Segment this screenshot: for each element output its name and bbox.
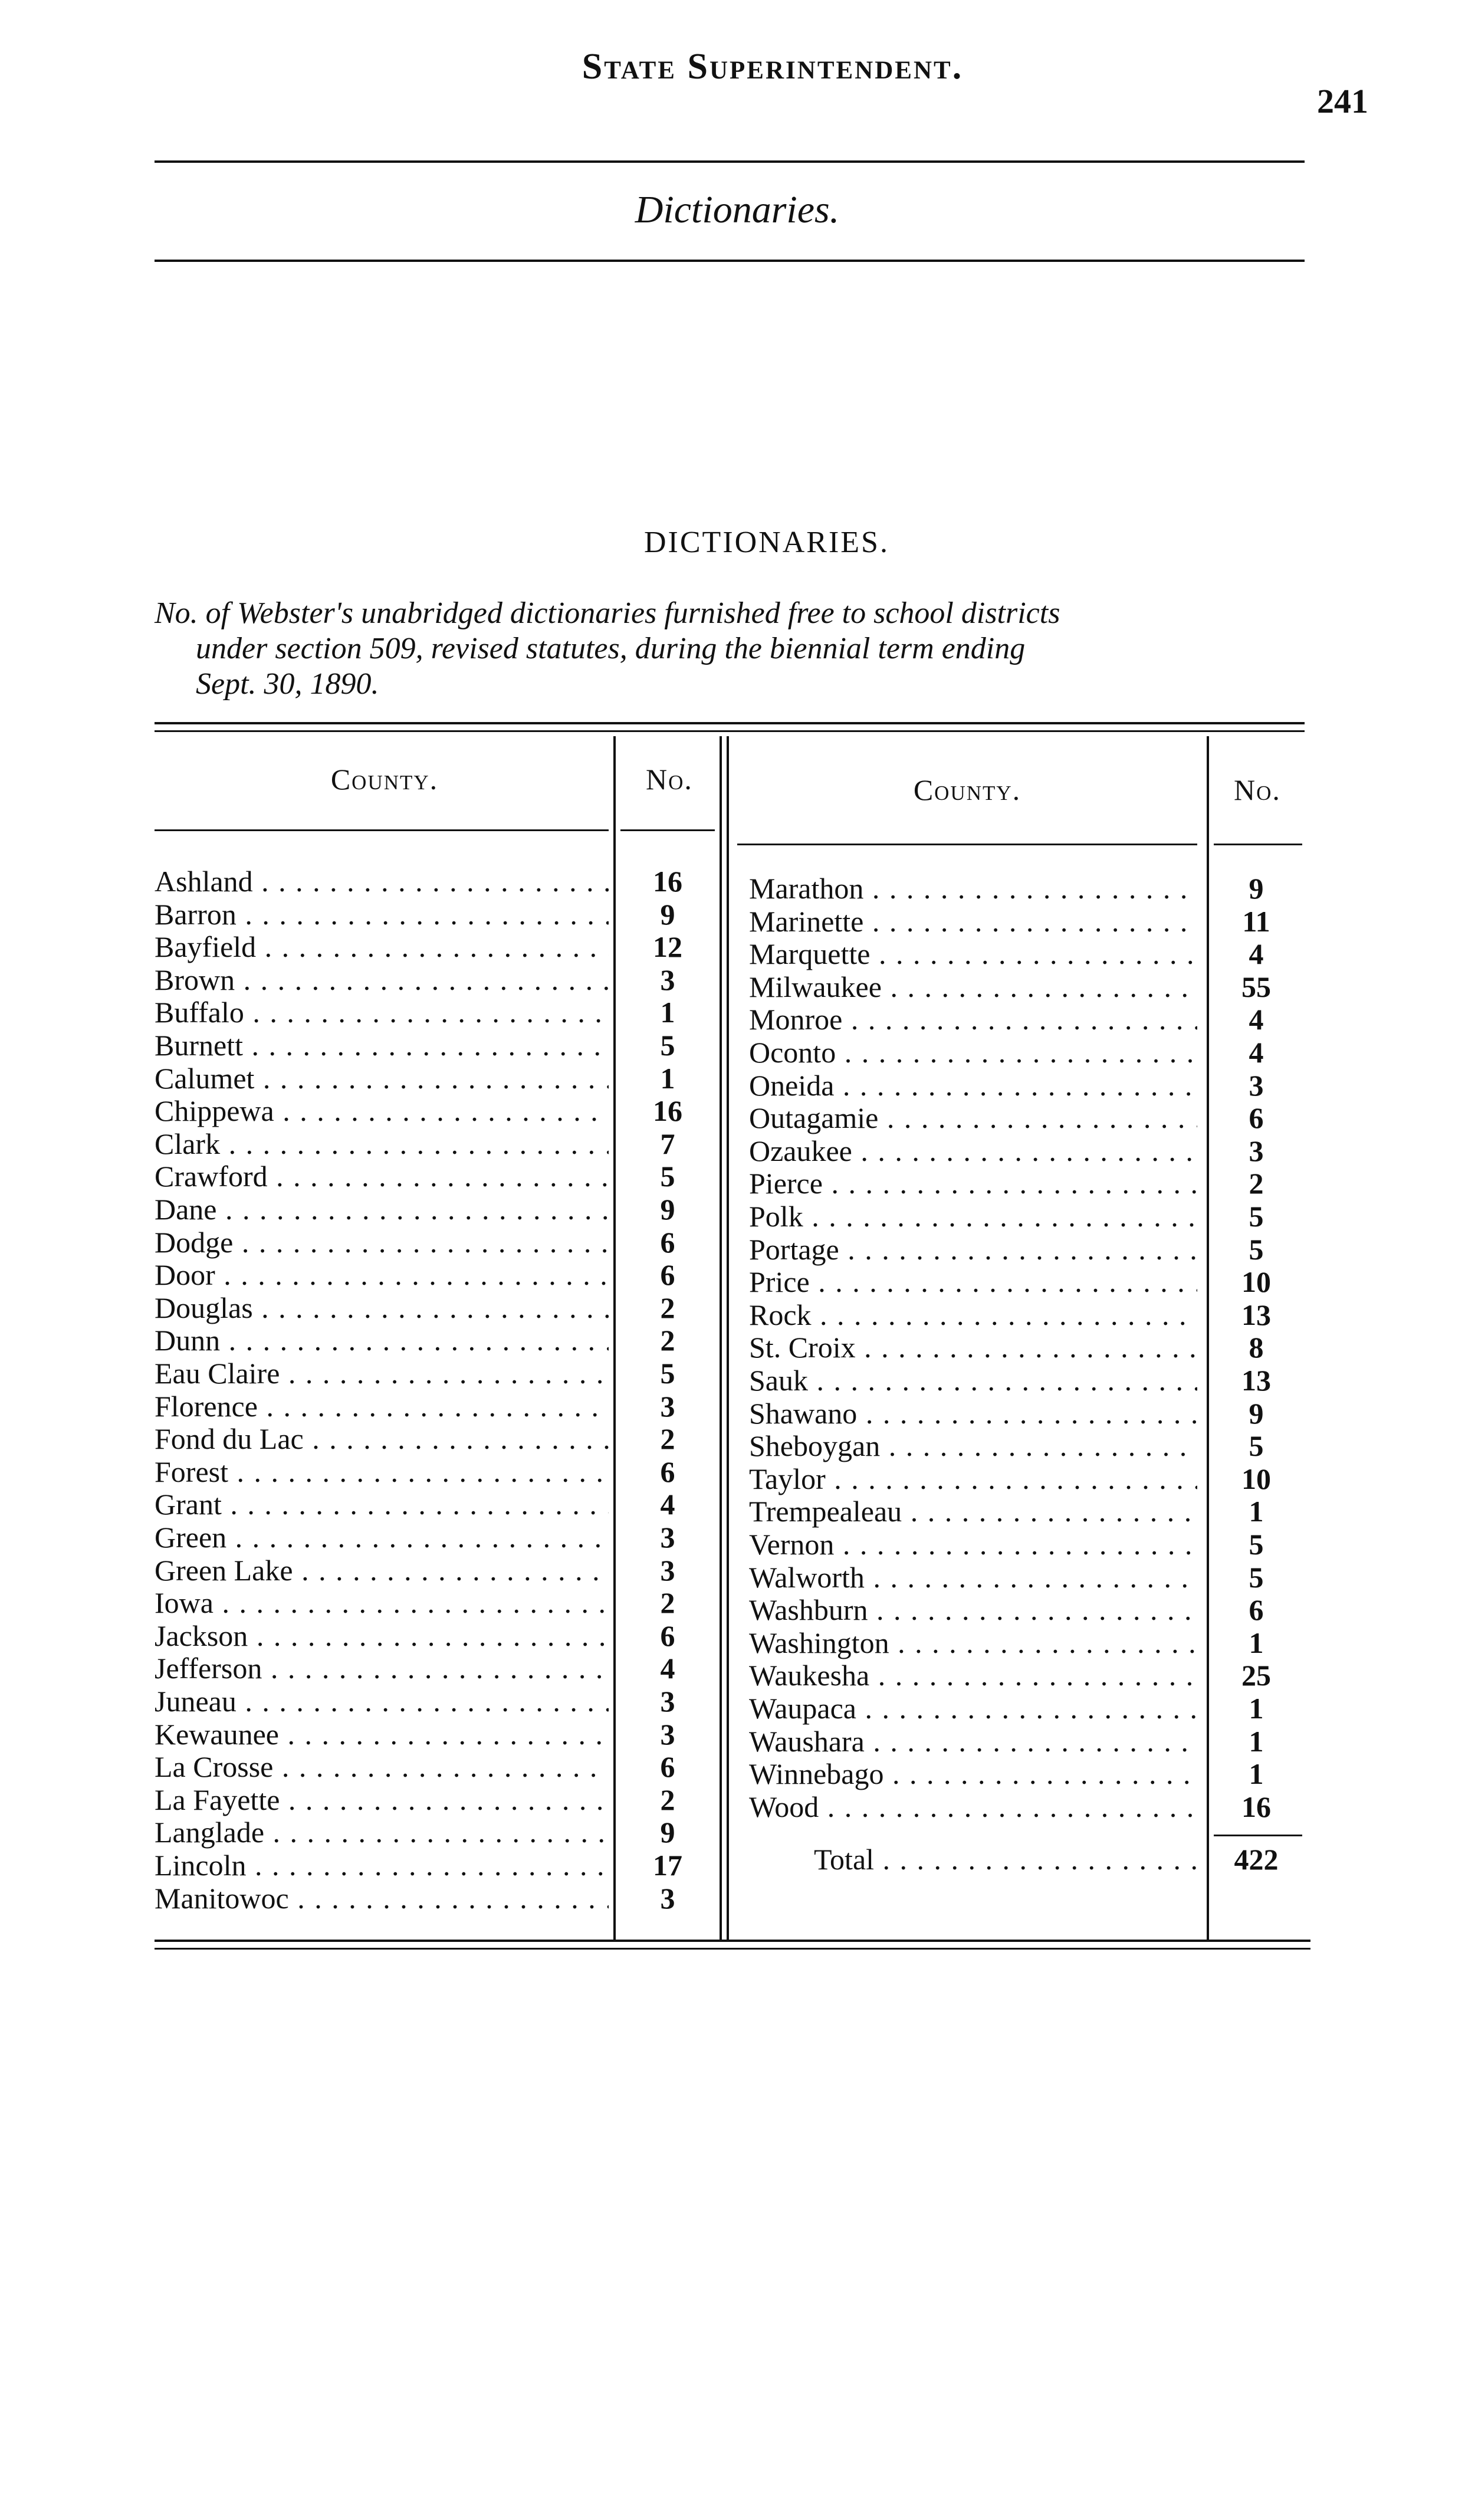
dictionary-count: 5: [1249, 1429, 1264, 1463]
county-name: Clark . . .: [155, 1127, 609, 1160]
left-row: [155, 1258, 721, 1291]
dictionary-count: 3: [660, 1521, 675, 1554]
county-name: Burnett . . .: [155, 1029, 609, 1062]
right-row: [749, 1036, 1303, 1069]
right-row: [749, 1200, 1303, 1233]
county-name: Waukesha . . .: [749, 1659, 1197, 1692]
right-row: [749, 1593, 1303, 1626]
dictionary-count: 3: [660, 1717, 675, 1751]
dictionary-count: 4: [1249, 1003, 1264, 1036]
dictionary-count: 2: [660, 1586, 675, 1620]
dictionary-count: 6: [660, 1258, 675, 1292]
left-row: [155, 1324, 721, 1357]
header-rule-bottom: [155, 260, 1305, 262]
dictionary-count: 16: [653, 865, 682, 898]
right-row: [749, 1659, 1303, 1692]
county-name: Ozaukee . . .: [749, 1134, 1197, 1167]
table-rule-bottom-2: [155, 1948, 1310, 1950]
right-row: [749, 1397, 1303, 1430]
right-row: [749, 1790, 1303, 1823]
table-rule-top-1: [155, 722, 1305, 724]
county-name: Jefferson . . .: [155, 1652, 609, 1685]
left-row: [155, 1652, 721, 1685]
total-row: [749, 1843, 1303, 1876]
dictionary-count: 2: [660, 1291, 675, 1324]
county-name: Waushara . . .: [749, 1725, 1197, 1758]
county-name: Marinette . . .: [749, 905, 1197, 938]
dictionary-count: 6: [660, 1750, 675, 1784]
right-row: [749, 1069, 1303, 1102]
county-name: Fond du Lac . . .: [155, 1422, 609, 1455]
left-row: [155, 1029, 721, 1062]
left-row: [155, 1554, 721, 1587]
dictionary-count: 3: [660, 963, 675, 996]
right-row: [749, 1134, 1303, 1167]
county-name: Trempealeau . . .: [749, 1495, 1197, 1528]
right-row: [749, 1725, 1303, 1758]
left-row: [155, 1521, 721, 1554]
dictionary-count: 6: [660, 1619, 675, 1652]
county-name: Jackson . . .: [155, 1619, 609, 1652]
right-row: [749, 872, 1303, 905]
county-name: Buffalo . . .: [155, 996, 609, 1029]
left-row: [155, 1422, 721, 1455]
county-name: Oconto . . .: [749, 1036, 1197, 1069]
dictionary-count: 1: [1249, 1495, 1264, 1528]
dictionary-count: 5: [660, 1029, 675, 1062]
county-name: Monroe . . .: [749, 1003, 1197, 1036]
dictionary-count: 2: [660, 1324, 675, 1357]
right-row: [749, 1101, 1303, 1134]
county-name: Ashland . . .: [155, 865, 609, 898]
dictionary-count: 1: [1249, 1626, 1264, 1659]
county-name: Barron . . .: [155, 898, 609, 931]
county-name: Polk . . .: [749, 1200, 1197, 1233]
column-header-no-left: No.: [646, 763, 693, 796]
dictionary-count: 1: [660, 1061, 675, 1095]
dictionary-count: 5: [1249, 1232, 1264, 1266]
dictionary-count: 3: [660, 1553, 675, 1587]
left-row: [155, 1488, 721, 1521]
county-name: Green Lake . . .: [155, 1554, 609, 1587]
caption-line-3: Sept. 30, 1890.: [196, 667, 379, 701]
county-name: Douglas . . .: [155, 1291, 609, 1324]
dictionary-count: 3: [1249, 1134, 1264, 1167]
left-row: [155, 1586, 721, 1619]
total-label: Total . . .: [814, 1843, 1197, 1876]
county-name: Sauk . . .: [749, 1364, 1197, 1397]
left-row: [155, 1160, 721, 1193]
county-name: Waupaca . . .: [749, 1692, 1197, 1725]
dictionary-count: 6: [1249, 1593, 1264, 1627]
county-name: Dunn . . .: [155, 1324, 609, 1357]
dictionary-count: 9: [1249, 872, 1264, 905]
county-name: La Fayette . . .: [155, 1783, 609, 1816]
dictionary-count: 9: [660, 897, 675, 931]
dictionary-count: 3: [660, 1389, 675, 1423]
dictionary-count: 13: [1241, 1298, 1271, 1331]
county-name: Dodge . . .: [155, 1226, 609, 1259]
left-row: [155, 1193, 721, 1226]
dictionary-count: 9: [660, 1816, 675, 1849]
right-row: [749, 1462, 1303, 1495]
county-name: La Crosse . . .: [155, 1750, 609, 1783]
county-name: Chippewa . . .: [155, 1094, 609, 1127]
county-name: Green . . .: [155, 1521, 609, 1554]
county-name: Crawford . . .: [155, 1160, 609, 1193]
total-rule: [1214, 1835, 1302, 1836]
right-row: [749, 1692, 1303, 1725]
column-header-county-left: County.: [330, 763, 439, 796]
header-rule-top: [155, 160, 1305, 163]
county-name: Door . . .: [155, 1258, 609, 1291]
dictionary-count: 11: [1242, 904, 1270, 938]
right-row: [749, 1331, 1303, 1364]
dictionary-count: 55: [1241, 970, 1271, 1003]
dictionary-count: 4: [660, 1652, 675, 1685]
county-name: Juneau . . .: [155, 1685, 609, 1718]
dictionary-count: 4: [1249, 937, 1264, 971]
dictionary-count: 6: [660, 1225, 675, 1259]
left-row: [155, 1357, 721, 1390]
section-title: Dictionaries.: [635, 188, 840, 231]
page-number: 241: [1317, 82, 1368, 120]
right-row: [749, 1364, 1303, 1397]
county-name: Lincoln . . .: [155, 1849, 609, 1882]
right-row: [749, 1233, 1303, 1266]
dictionary-count: 5: [660, 1357, 675, 1390]
right-row: [749, 1298, 1303, 1331]
dictionary-count: 9: [660, 1193, 675, 1226]
dictionary-count: 16: [653, 1094, 682, 1128]
right-row: [749, 1265, 1303, 1298]
dictionary-count: 12: [653, 930, 682, 964]
right-row: [749, 1003, 1303, 1036]
right-row: [749, 1429, 1303, 1462]
dictionary-count: 16: [1241, 1790, 1271, 1823]
left-row: [155, 1390, 721, 1423]
county-name: St. Croix . . .: [749, 1331, 1197, 1364]
county-name: Oneida . . .: [749, 1069, 1197, 1102]
dictionary-count: 1: [1249, 1692, 1264, 1725]
left-row: [155, 1783, 721, 1816]
dictionary-count: 3: [660, 1685, 675, 1718]
county-name: Rock . . .: [749, 1298, 1197, 1331]
right-row: [749, 905, 1303, 938]
county-name: Calumet . . .: [155, 1062, 609, 1095]
left-row: [155, 1750, 721, 1783]
left-row: [155, 930, 721, 963]
dictionary-count: 5: [660, 1160, 675, 1193]
county-name: Manitowoc . . .: [155, 1882, 609, 1915]
column-header-county-right: County.: [913, 773, 1021, 806]
county-name: Pierce . . .: [749, 1167, 1197, 1200]
dictionary-count: 6: [660, 1455, 675, 1488]
county-name: Marathon . . .: [749, 872, 1197, 905]
county-name: Bayfield . . .: [155, 930, 609, 963]
right-row: [749, 1561, 1303, 1594]
county-name: Kewaunee . . .: [155, 1718, 609, 1751]
dictionary-count: 5: [1249, 1200, 1264, 1233]
header-underline-no-right: [1214, 844, 1302, 845]
county-name: Walworth . . .: [749, 1561, 1197, 1594]
dictionary-count: 7: [660, 1127, 675, 1160]
county-name: Vernon . . .: [749, 1528, 1197, 1561]
county-name: Portage . . .: [749, 1233, 1197, 1266]
left-row: [155, 996, 721, 1029]
running-title: State Superintendent.: [582, 47, 964, 87]
left-row: [155, 1455, 721, 1488]
right-row: [749, 1495, 1303, 1528]
county-name: Washington . . .: [749, 1626, 1197, 1659]
county-name: Outagamie . . .: [749, 1101, 1197, 1134]
left-row: [155, 1226, 721, 1259]
county-name: Wood . . .: [749, 1790, 1197, 1823]
dictionary-count: 1: [660, 996, 675, 1029]
county-name: Iowa . . .: [155, 1586, 609, 1619]
county-name: Eau Claire . . .: [155, 1357, 609, 1390]
dictionary-count: 6: [1249, 1101, 1264, 1135]
dictionary-count: 2: [1249, 1167, 1264, 1200]
county-name: Forest . . .: [155, 1455, 609, 1488]
left-row: [155, 1619, 721, 1652]
left-row: [155, 1685, 721, 1718]
left-row: [155, 1882, 721, 1915]
left-row: [155, 1127, 721, 1160]
right-row: [749, 970, 1303, 1003]
dictionary-count: 1: [1249, 1757, 1264, 1791]
left-row: [155, 1816, 721, 1849]
county-name: Price . . .: [749, 1265, 1197, 1298]
right-row: [749, 937, 1303, 970]
dictionary-count: 4: [1249, 1036, 1264, 1069]
dictionary-count: 10: [1241, 1462, 1271, 1495]
dictionary-count: 5: [1249, 1528, 1264, 1561]
dictionary-count: 2: [660, 1422, 675, 1456]
header-underline-no-left: [620, 829, 715, 831]
dictionary-count: 3: [1249, 1068, 1264, 1102]
left-row: [155, 1062, 721, 1095]
right-row: [749, 1167, 1303, 1200]
dictionary-count: 13: [1241, 1364, 1271, 1397]
table-caption: [155, 596, 1328, 702]
county-name: Marquette . . .: [749, 937, 1197, 970]
county-name: Winnebago . . .: [749, 1757, 1197, 1790]
county-name: Brown . . .: [155, 963, 609, 996]
dictionary-count: 25: [1241, 1659, 1271, 1692]
left-row: [155, 1718, 721, 1751]
dictionary-count: 1: [1249, 1724, 1264, 1758]
column-divider-2b: [727, 736, 729, 1940]
left-row: [155, 1291, 721, 1324]
total-value: 422: [1234, 1843, 1279, 1876]
table-heading: DICTIONARIES.: [644, 526, 889, 559]
dictionary-count: 17: [653, 1849, 682, 1882]
dictionary-count: 10: [1241, 1265, 1271, 1299]
left-row: [155, 898, 721, 931]
header-underline-left: [155, 829, 609, 831]
county-name: Florence . . .: [155, 1390, 609, 1423]
county-name: Langlade . . .: [155, 1816, 609, 1849]
caption-line-2: under section 509, revised statutes, during the biennial term ending: [196, 632, 1026, 665]
dictionary-count: 2: [660, 1783, 675, 1816]
left-row: [155, 963, 721, 996]
table-rule-bottom-1: [155, 1940, 1310, 1942]
header-underline-right: [737, 844, 1197, 845]
right-row: [749, 1528, 1303, 1561]
county-name: Dane . . .: [155, 1193, 609, 1226]
county-name: Washburn . . .: [749, 1593, 1197, 1626]
dictionary-count: 3: [660, 1881, 675, 1915]
county-name: Sheboygan . . .: [749, 1429, 1197, 1462]
county-name: Shawano . . .: [749, 1397, 1197, 1430]
dictionary-count: 8: [1249, 1331, 1264, 1364]
dictionary-count: 9: [1249, 1396, 1264, 1430]
left-row: [155, 1094, 721, 1127]
left-row: [155, 1849, 721, 1882]
dictionary-count: 4: [660, 1488, 675, 1521]
left-row: [155, 865, 721, 898]
table-rule-top-2: [155, 730, 1305, 732]
county-name: Milwaukee . . .: [749, 970, 1197, 1003]
right-row: [749, 1626, 1303, 1659]
county-name: Taylor . . .: [749, 1462, 1197, 1495]
caption-line-1: No. of Webster's unabridged dictionaries furnished free to school districts: [155, 596, 1060, 630]
column-header-no-right: No.: [1234, 773, 1281, 806]
county-name: Grant . . .: [155, 1488, 609, 1521]
right-row: [749, 1757, 1303, 1790]
dictionary-count: 5: [1249, 1560, 1264, 1594]
